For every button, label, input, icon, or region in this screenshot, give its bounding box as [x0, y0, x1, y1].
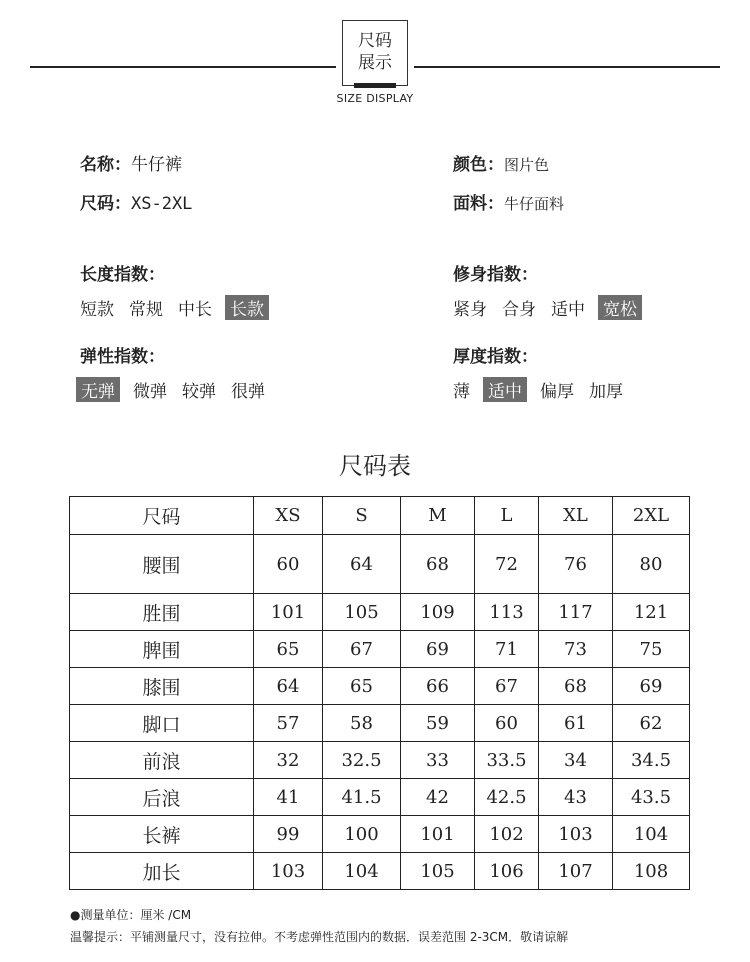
color-info	[453, 150, 549, 175]
table-header-row	[70, 497, 690, 535]
table-cell: 72	[475, 535, 539, 594]
table-row-label: 膝围	[70, 668, 254, 705]
table-cell: 68	[401, 535, 475, 594]
table-row-label: 长裤	[70, 816, 254, 853]
name-label: 名称：	[80, 155, 131, 175]
table-row	[70, 705, 690, 742]
header-title-line1: 尺码	[358, 31, 392, 51]
length-option: 长款	[225, 295, 269, 320]
table-row	[70, 535, 690, 594]
table-cell: 101	[401, 816, 475, 853]
table-cell: 121	[613, 594, 690, 631]
table-cell: 100	[323, 816, 401, 853]
table-cell: 65	[254, 631, 323, 668]
table-cell: 34.5	[613, 742, 690, 779]
elasticity-index-label: 弹性指数：	[80, 347, 165, 367]
table-cell: 2XL	[613, 497, 690, 535]
elasticity-option: 无弹	[76, 377, 120, 402]
thickness-option: 适中	[483, 377, 527, 402]
fabric-value: 牛仔面料	[504, 195, 565, 213]
table-cell: 73	[539, 631, 613, 668]
color-label: 颜色：	[453, 155, 504, 175]
fabric-info	[453, 189, 564, 214]
table-row-label: 脚口	[70, 705, 254, 742]
elasticity-option: 微弹	[133, 382, 167, 402]
size-value: XS-2XL	[131, 194, 193, 214]
fit-index-label: 修身指数：	[453, 265, 538, 285]
table-cell: 34	[539, 742, 613, 779]
table-cell: 42	[401, 779, 475, 816]
table-row	[70, 594, 690, 631]
table-cell: 60	[254, 535, 323, 594]
length-index-label: 长度指数：	[80, 265, 165, 285]
table-cell: L	[475, 497, 539, 535]
fit-option: 合身	[502, 300, 536, 320]
fabric-label: 面料：	[453, 194, 504, 214]
table-cell: S	[323, 497, 401, 535]
table-cell: 105	[401, 853, 475, 890]
thickness-index-label: 厚度指数：	[453, 347, 538, 367]
table-cell: 104	[613, 816, 690, 853]
length-option: 常规	[129, 300, 163, 320]
table-cell: 102	[475, 816, 539, 853]
fit-index-options	[451, 295, 653, 320]
table-cell: 57	[254, 705, 323, 742]
header-line-right	[414, 66, 720, 68]
color-value: 图片色	[504, 156, 550, 174]
size-table-title: 尺码表	[339, 452, 411, 480]
size-info	[80, 189, 192, 214]
table-cell: M	[401, 497, 475, 535]
table-cell: 67	[323, 631, 401, 668]
header-title-line2: 展示	[358, 53, 392, 73]
table-cell: XL	[539, 497, 613, 535]
table-row-label: 尺码	[70, 497, 254, 535]
header-underline	[354, 83, 396, 88]
header-title-box	[342, 20, 408, 86]
table-cell: 59	[401, 705, 475, 742]
table-cell: 65	[323, 668, 401, 705]
table-row-label: 加长	[70, 853, 254, 890]
table-cell: 71	[475, 631, 539, 668]
table-row-label: 胜围	[70, 594, 254, 631]
table-cell: 75	[613, 631, 690, 668]
table-cell: 58	[323, 705, 401, 742]
length-option: 中长	[178, 300, 212, 320]
table-cell: 113	[475, 594, 539, 631]
size-label: 尺码：	[80, 194, 131, 214]
thickness-option: 加厚	[589, 382, 623, 402]
table-row	[70, 742, 690, 779]
fit-option: 适中	[551, 300, 585, 320]
table-cell: 43.5	[613, 779, 690, 816]
size-table	[69, 496, 690, 890]
table-row	[70, 779, 690, 816]
elasticity-option: 很弹	[231, 382, 265, 402]
table-cell: 41.5	[323, 779, 401, 816]
table-cell: 68	[539, 668, 613, 705]
table-cell: 103	[539, 816, 613, 853]
table-cell: 103	[254, 853, 323, 890]
table-cell: 76	[539, 535, 613, 594]
thickness-option: 薄	[453, 382, 470, 402]
table-cell: 61	[539, 705, 613, 742]
table-cell: 43	[539, 779, 613, 816]
table-cell: 33.5	[475, 742, 539, 779]
thickness-index-options	[451, 377, 636, 402]
length-index-options	[78, 295, 280, 320]
table-row-label: 后浪	[70, 779, 254, 816]
name-value: 牛仔裤	[131, 155, 182, 175]
table-row-label: 腰围	[70, 535, 254, 594]
table-row	[70, 853, 690, 890]
table-cell: 104	[323, 853, 401, 890]
table-cell: 32.5	[323, 742, 401, 779]
table-cell: 41	[254, 779, 323, 816]
table-cell: 101	[254, 594, 323, 631]
table-cell: 62	[613, 705, 690, 742]
header-subtitle: SIZE DISPLAY	[336, 92, 414, 105]
elasticity-option: 较弹	[182, 382, 216, 402]
elasticity-index-options	[76, 377, 278, 402]
fit-option: 紧身	[453, 300, 487, 320]
table-row	[70, 668, 690, 705]
table-cell: 66	[401, 668, 475, 705]
table-cell: 106	[475, 853, 539, 890]
table-row	[70, 816, 690, 853]
table-row	[70, 631, 690, 668]
table-cell: 99	[254, 816, 323, 853]
table-cell: 60	[475, 705, 539, 742]
table-cell: 32	[254, 742, 323, 779]
fit-option: 宽松	[598, 295, 642, 320]
table-cell: 64	[323, 535, 401, 594]
table-cell: 64	[254, 668, 323, 705]
table-cell: 33	[401, 742, 475, 779]
length-option: 短款	[80, 300, 114, 320]
table-row-label: 前浪	[70, 742, 254, 779]
name-info	[80, 150, 182, 175]
header-line-left	[30, 66, 336, 68]
table-cell: 117	[539, 594, 613, 631]
table-cell: 109	[401, 594, 475, 631]
table-row-label: 脾围	[70, 631, 254, 668]
table-cell: XS	[254, 497, 323, 535]
table-cell: 108	[613, 853, 690, 890]
table-cell: 67	[475, 668, 539, 705]
tip-note: 温馨提示：平铺测量尺寸，没有拉伸。不考虑弹性范围内的数据．误差范围 2-3CM．敬请谅解	[70, 930, 569, 944]
table-cell: 69	[401, 631, 475, 668]
table-cell: 105	[323, 594, 401, 631]
table-cell: 69	[613, 668, 690, 705]
table-cell: 80	[613, 535, 690, 594]
table-cell: 107	[539, 853, 613, 890]
table-cell: 42.5	[475, 779, 539, 816]
thickness-option: 偏厚	[540, 382, 574, 402]
unit-note: ●测量单位：厘米 /CM	[70, 908, 192, 922]
